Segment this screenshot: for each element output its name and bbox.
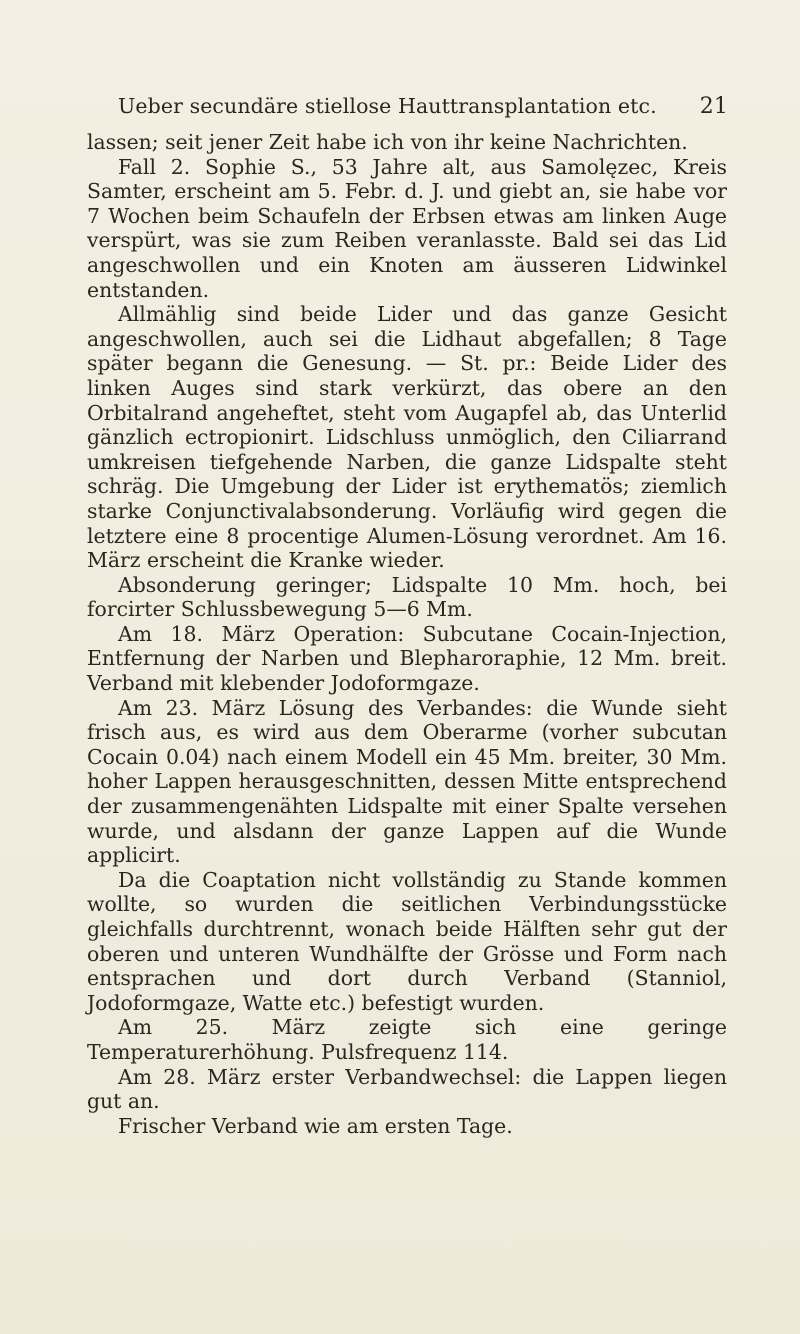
running-header: [118, 94, 728, 124]
body-text: [87, 130, 727, 1138]
page-number: 21: [699, 94, 728, 119]
paragraph: Fall 2. Sophie S., 53 Jahre alt, aus Samolęzec, Kreis Samter, erscheint am 5. Febr. d. J. und giebt an, sie habe vor 7 Wochen beim Schaufeln der Erbsen etwas am linken Auge verspürt, was sie zum Reiben veranlasste. Bald sei das Lid angeschwollen und ein Knoten am äusseren Lidwinkel entstanden.: [87, 154, 727, 302]
paragraph: Da die Coaptation nicht vollständig zu Stande kommen wollte, so wurden die seitlichen Verbindungsstücke gleichfalls durchtrennt, wonach beide Hälften sehr gut der oberen und unteren Wundhälfte der Grösse und Form nach entsprachen und dort durch Verband (Stanniol, Jodoformgaze, Watte etc.) befestigt wurden.: [87, 867, 727, 1015]
running-title: Ueber secundäre stiellose Hauttransplantation etc.: [118, 94, 657, 118]
paragraph: Frischer Verband wie am ersten Tage.: [118, 1113, 513, 1138]
paragraph: Allmählig sind beide Lider und das ganze Gesicht angeschwollen, auch sei die Lidhaut abgefallen; 8 Tage später begann die Genesung. — St. pr.: Beide Lider des linken Auges sind stark verkürzt, das obere an den Orbitalrand angeheftet, steht vom Augapfel ab, das Unterlid gänzlich ectropionirt. Lidschluss unmöglich, den Ciliarrand umkreisen tiefgehende Narben, die ganze Lidspalte steht schräg. Die Umgebung der Lider ist erythematös; ziemlich starke Conjunctivalabsonderung. Vorläufig wird gegen die letztere eine 8 procentige Alumen-Lösung verordnet. Am 16. März erscheint die Kranke wieder.: [87, 302, 727, 573]
paragraph: Am 25. März zeigte sich eine geringe Temperaturerhöhung. Pulsfrequenz 114.: [87, 1015, 727, 1064]
paragraph: Am 28. März erster Verbandwechsel: die Lappen liegen gut an.: [87, 1064, 727, 1114]
paragraph: lassen; seit jener Zeit habe ich von ihr keine Nachrichten.: [87, 130, 688, 154]
paragraph: Am 18. März Operation: Subcutane Cocain-Injection, Entfernung der Narben und Blepharoraphie, 12 Mm. breit. Verband mit klebender Jodoformgaze.: [87, 621, 727, 696]
paragraph: Am 23. März Lösung des Verbandes: die Wunde sieht frisch aus, es wird aus dem Oberarme (vorher subcutan Cocain 0.04) nach einem Modell ein 45 Mm. breiter, 30 Mm. hoher Lappen herausgeschnitten, dessen Mitte entsprechend der zusammengenähten Lidspalte mit einer Spalte versehen wurde, und alsdann der ganze Lappen auf die Wunde applicirt.: [87, 695, 727, 868]
paragraph: Absonderung geringer; Lidspalte 10 Mm. hoch, bei forcirter Schlussbewegung 5—6 Mm.: [87, 572, 727, 622]
